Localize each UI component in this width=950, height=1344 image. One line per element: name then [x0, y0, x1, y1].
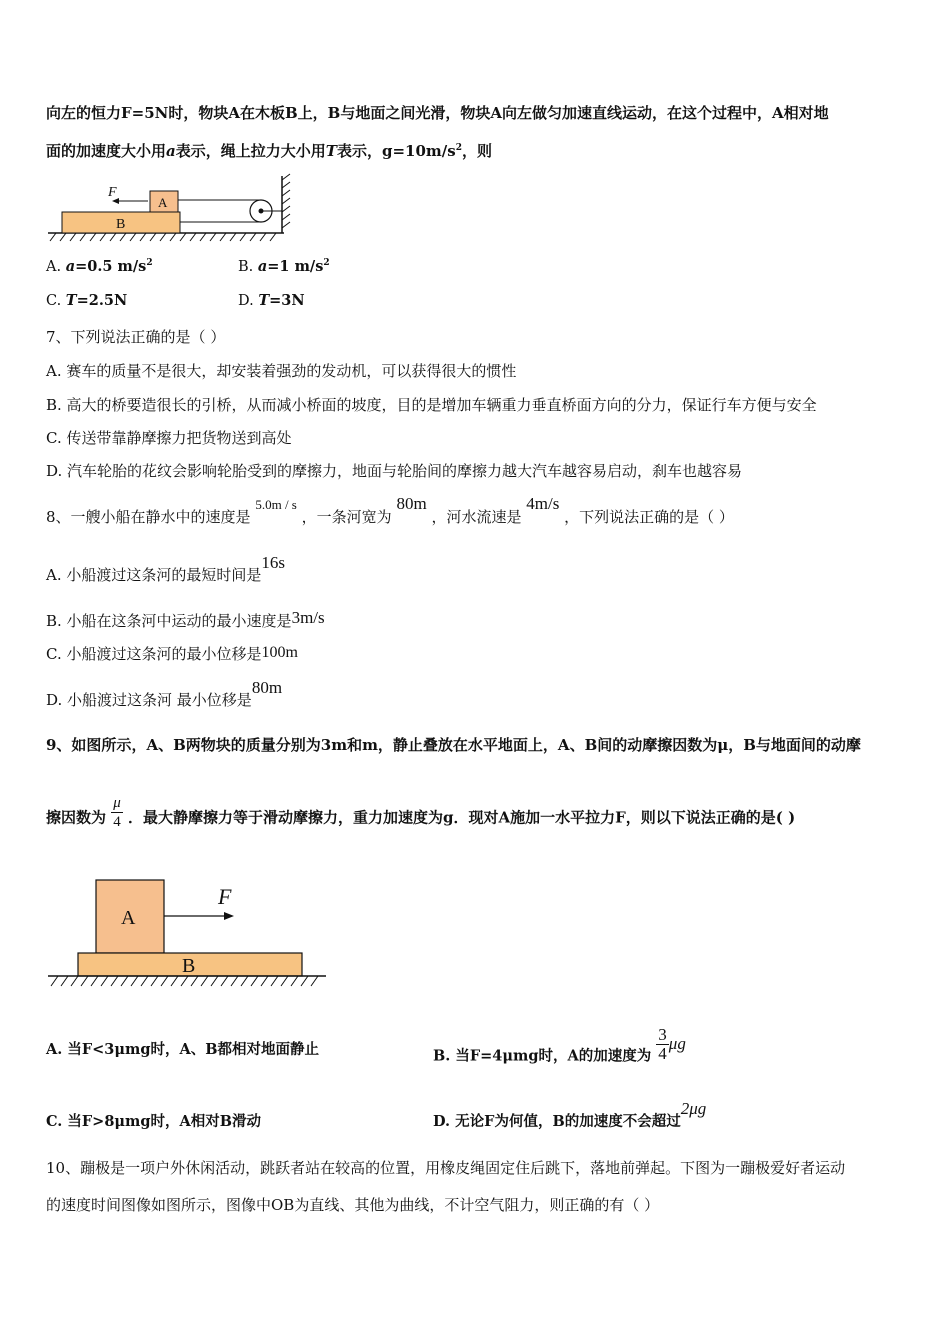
q8-stem: 8、一艘小船在静水中的速度是 5.0m / s ，一条河宽为 80m ，河水流速是 4m/s ，下列说法正确的是（ ） [46, 494, 734, 526]
q9-mu-over-4: $\frac{\mu}{4}$ [113, 795, 121, 830]
q8-current-speed: 4m/s [526, 494, 560, 513]
q9-ground-hatch [51, 976, 318, 986]
q6-option-b[interactable]: B. a=1 $m/s^2$ [238, 258, 330, 275]
q8-option-d[interactable]: D. 小船渡过这条河 最小位移是80m [46, 678, 283, 709]
q9-figure [46, 876, 336, 994]
q8-speed-still: 5.0m / s [255, 497, 297, 512]
q7-option-b[interactable]: B. 高大的桥要造很长的引桥，从而减小桥面的坡度，目的是增加车辆重力垂直桥面方向的分力，保证行车方便与安全 [46, 396, 817, 414]
q9-option-c[interactable]: C. 当F>8μmg时，A相对B滑动 [46, 1113, 262, 1130]
q6-figure [46, 170, 296, 245]
q7-stem: 7、下列说法正确的是（ ） [46, 328, 226, 346]
q6-stem-line2: 面的加速度大小用a表示，绳上拉力大小用T表示，$g=10m/s^2$，则 [46, 142, 492, 160]
q6-stem-line1: 向左的恒力F=5N时，物块A在木板B上，B与地面之间光滑，物块A向左做匀加速直线运动，在这个过程中，A相对地 [46, 104, 829, 122]
q8-river-width: 80m [396, 494, 427, 513]
q9-label-b: B [182, 955, 196, 977]
q9-stem-line2: 擦因数为 $\frac{\mu}{4}$ ．最大静摩擦力等于滑动摩擦力，重力加速度为g．现对A施加一水平拉力F，则以下说法正确的是( ) [46, 795, 796, 830]
q6-label-f: F [108, 185, 117, 200]
q10-stem-line2: 的速度时间图像如图所示，图像中OB为直线、其他为曲线，不计空气阻力，则正确的有（ ） [46, 1196, 660, 1214]
q9-option-d[interactable]: D. 无论F为何值，B的加速度不会超过2μg [433, 1099, 707, 1130]
q10-stem-line1: 10、蹦极是一项户外休闲活动，跳跃者站在较高的位置，用橡皮绳固定住后跳下，落地前弹起。下图为一蹦极爱好者运动 [46, 1159, 846, 1177]
q6-option-d[interactable]: D. T=3N [238, 292, 305, 309]
q9-label-a: A [121, 907, 136, 929]
q6-ground-hatch [50, 233, 276, 241]
q8-option-a[interactable]: A. 小船渡过这条河的最短时间是16s [46, 553, 285, 584]
q6-wall-hatch [282, 174, 290, 228]
q9-three-quarters: $\frac{3}{4}$ [658, 1025, 667, 1063]
q6-option-a[interactable]: A. a=0.5 $m/s^2$ [46, 258, 153, 275]
q6-option-c[interactable]: C. T=2.5N [46, 292, 128, 309]
q7-option-a[interactable]: A. 赛车的质量不是很大，却安装着强劲的发动机，可以获得很大的惯性 [46, 362, 517, 380]
q9-option-b[interactable]: B. 当F=4μmg时，A的加速度为 $\frac{3}{4}$ μg [433, 1025, 686, 1065]
q6-label-a: A [158, 195, 168, 210]
q8-option-c[interactable]: C. 小船渡过这条河的最小位移是100m [46, 644, 298, 663]
q6-label-b: B [116, 217, 126, 232]
q9-arrowhead [224, 912, 234, 920]
q9-option-a[interactable]: A. 当F<3μmg时，A、B都相对地面静止 [46, 1041, 319, 1058]
q7-option-d[interactable]: D. 汽车轮胎的花纹会影响轮胎受到的摩擦力，地面与轮胎间的摩擦力越大汽车越容易启动，刹车也越容易 [46, 462, 743, 480]
q9-label-f: F [218, 884, 232, 909]
q9-stem-line1: 9、如图所示，A、B两物块的质量分别为3m和m，静止叠放在水平地面上，A、B间的动摩擦因数为μ，B与地面间的动摩 [46, 736, 861, 754]
q7-option-c[interactable]: C. 传送带靠静摩擦力把货物送到高处 [46, 429, 292, 447]
q8-option-b[interactable]: B. 小船在这条河中运动的最小速度是3m/s [46, 608, 325, 630]
